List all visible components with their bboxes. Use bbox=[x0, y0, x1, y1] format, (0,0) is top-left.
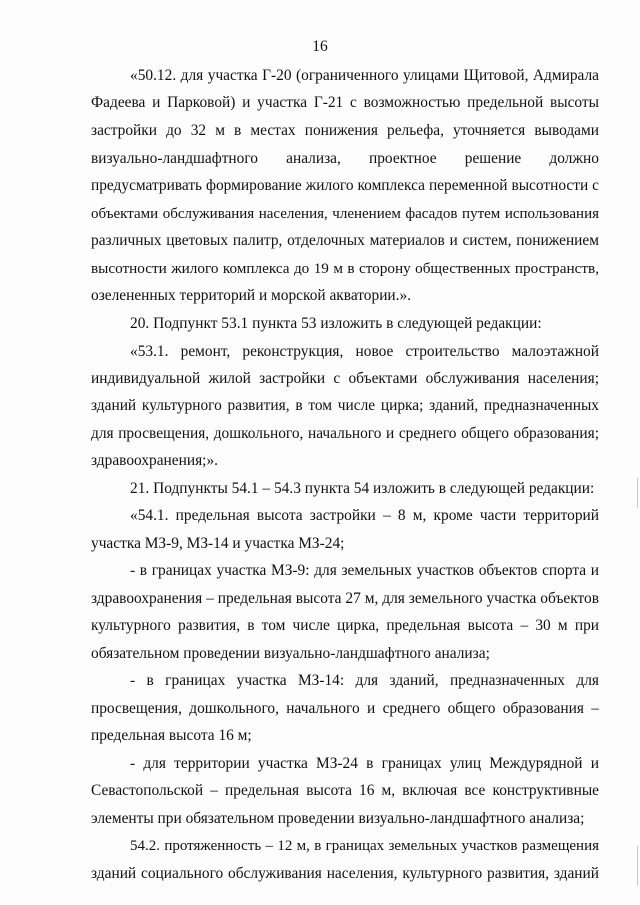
text-line: «54.1. предельная высота застройки – 8 м, кроме части территорий bbox=[130, 507, 599, 524]
text-line: предусматривать формирование жилого комплекса переменной высотности с bbox=[91, 177, 599, 194]
page-number: 16 bbox=[312, 38, 328, 55]
text-line: 20. Подпункт 53.1 пункта 53 изложить в следующей редакции: bbox=[130, 315, 542, 332]
text-line: 54.2. протяженность – 12 м, в границах земельных участков размещения bbox=[130, 838, 599, 854]
text-line: зданий социального обслуживания населения, культурного развития, зданий bbox=[91, 865, 599, 882]
text-line: Фадеева и Парковой) и участка Г-21 с возможностью предельной высоты bbox=[91, 94, 599, 111]
text-line: обязательном проведении визуально-ландшафтного анализа; bbox=[91, 645, 490, 662]
text-line: 21. Подпункты 54.1 – 54.3 пункта 54 изложить в следующей редакции: bbox=[130, 480, 595, 497]
text-line: индивидуальной жилой застройки с объектами обслуживания населения; bbox=[91, 370, 599, 387]
text-line: «53.1. ремонт, реконструкция, новое строительство малоэтажной bbox=[130, 343, 599, 360]
text-line: различных цветовых палитр, отделочных материалов и систем, понижением bbox=[91, 232, 599, 249]
text-line: - в границах участка МЗ-9: для земельных участков объектов спорта и bbox=[130, 562, 599, 579]
text-line: просвещения, дошкольного, начального и среднего общего образования – bbox=[91, 700, 599, 717]
text-line: предельная высота 16 м; bbox=[91, 727, 252, 744]
text-line: здравоохранения – предельная высота 27 м, для земельного участка объектов bbox=[91, 590, 599, 607]
text-line: участка МЗ-9, МЗ-14 и участка МЗ-24; bbox=[91, 535, 345, 552]
text-line: здравоохранения;». bbox=[91, 452, 218, 469]
text-line: культурного развития, в том числе цирка, предельная высота – 30 м при bbox=[91, 617, 599, 634]
scan-edge-mark bbox=[637, 478, 638, 508]
text-line: - в границах участка МЗ-14: для зданий, предназначенных для bbox=[130, 672, 599, 689]
text-line: озелененных территорий и морской акватории.». bbox=[91, 287, 412, 304]
text-line: высотности жилого комплекса до 19 м в сторону общественных пространств, bbox=[91, 260, 599, 277]
text-line: объектами обслуживания населения, членением фасадов путем использования bbox=[91, 206, 599, 222]
scan-edge-mark bbox=[637, 846, 638, 886]
text-line: «50.12. для участка Г-20 (ограниченного улицами Щитовой, Адмирала bbox=[130, 67, 599, 84]
text-line: застройки до 32 м в местах понижения рельефа, уточняется выводами bbox=[91, 122, 599, 139]
text-line: элементы при обязательном проведении визуально-ландшафтного анализа; bbox=[91, 810, 585, 827]
text-line: зданий культурного развития, в том числе цирка; зданий, предназначенных bbox=[91, 397, 599, 414]
text-line: для просвещения, дошкольного, начального и среднего общего образования; bbox=[91, 425, 599, 442]
text-line: визуально-ландшафтного анализа, проектное решение должно bbox=[91, 150, 599, 167]
text-line: Севастопольской – предельная высота 16 м, включая все конструктивные bbox=[91, 782, 599, 799]
text-line: - для территории участка МЗ-24 в границах улиц Междурядной и bbox=[130, 755, 599, 772]
